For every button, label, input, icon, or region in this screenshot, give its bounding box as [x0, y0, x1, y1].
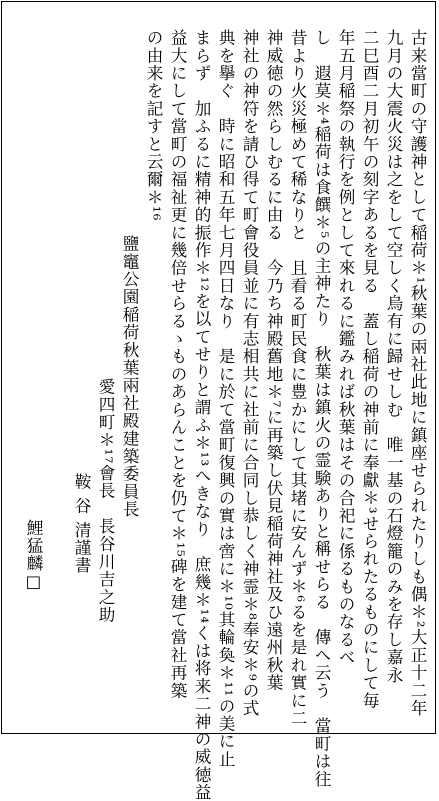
body-column-2: 九月の大震火災は之をして空しく烏有に歸せしむ 唯一基の石燈籠のみを存し嘉永: [384, 29, 403, 684]
body-column-3: 二巳酉二月初午の刻字あるを見る 蓋し稲荷の神前に奉獻＊³せられたるものにして毎: [360, 29, 379, 710]
body-column-9: 典を擧ぐ 時に昭和五年七月四日なり 是に於て當町復興の實は啻に＊¹⁰其輪奐＊¹¹の美に止: [216, 29, 235, 769]
body-column-8: 神社の神符を請ひ得て町會役員並に有志相共に社前に合同し恭しく神霊＊⁸奉安＊⁹の式: [240, 29, 259, 718]
body-column-10: まらず 加ふるに精神的振作＊¹²を以てせりと謂ふ＊¹³へきなり 庶幾＊¹⁴くは将来二神の威徳益: [192, 29, 211, 801]
document-page: [1, 1, 436, 801]
body-column-6: 昔より火災極めて稀なりと 且看る町民食に豊かにして其堵に安んず＊⁶るを是れ實に二: [288, 29, 307, 728]
committee-title: 鹽竈公園稲荷秋葉兩社殿建築委員長: [120, 235, 139, 519]
body-column-1: 古来當町の守護神として稲荷＊¹秋葉の兩社此地に鎮座せられたりしも偶＊²大正十二年: [408, 29, 427, 718]
calligrapher-signature: 鞍 谷 清謹書: [72, 473, 91, 575]
body-column-5: し 遐莫＊⁴稲荷は食饌＊⁵の主神たり 秋葉は鎮火の霊験ありと稱せらる 傳へ云う 當町は往: [312, 29, 331, 788]
body-column-11: 益大にして當町の福祉更に幾倍せらるゝものあらんことを仍て＊¹⁵碑を建て當社再築: [168, 29, 187, 700]
engraver-signature: 鯉猛麟□: [24, 519, 43, 593]
body-column-4: 年五月稲祭の執行を例として來れるに鑑みれば秋葉はその合祀に係るものなるべ: [336, 29, 355, 667]
body-column-12: の由来を記すと云爾＊¹⁶: [144, 29, 163, 222]
committee-chairman: 愛四町＊¹⁷會長 長谷川吉之助: [96, 378, 115, 624]
body-column-7: 神威徳の然らしむるに由る 今乃ち神殿舊地＊⁷に再築し伏見稲荷神社及ひ遠州秋葉: [264, 29, 283, 692]
